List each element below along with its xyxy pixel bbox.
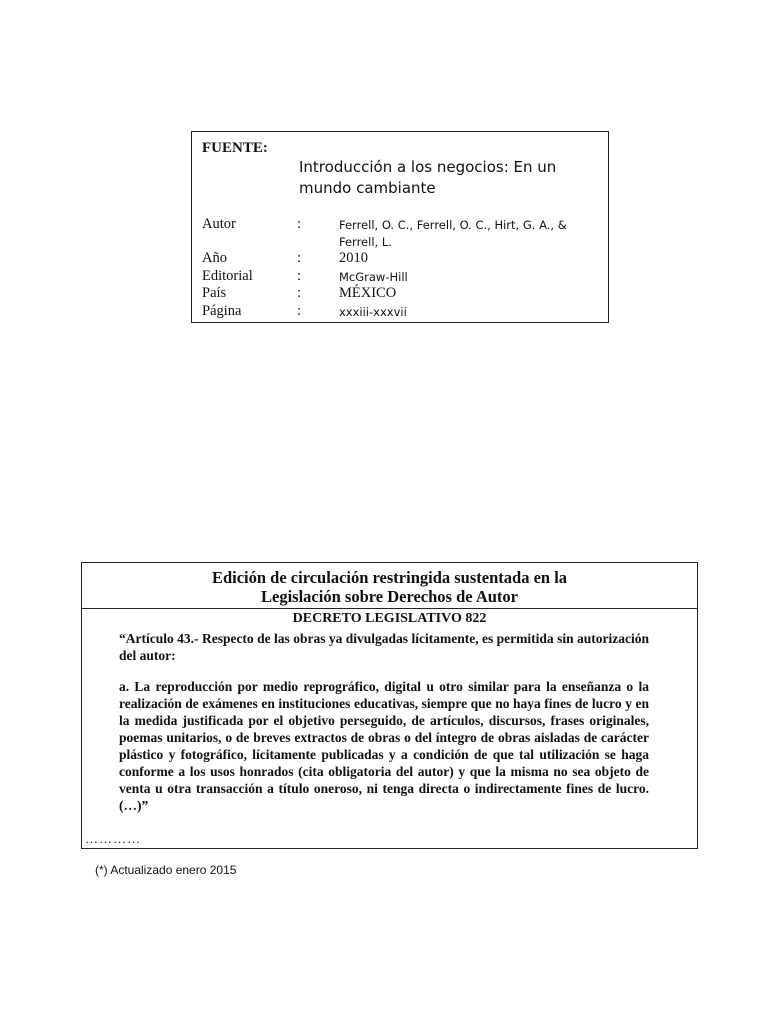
article-body: a. La reproducción por medio reprográfico, digital u otro similar para la enseñanza o la realización de exámenes en instituciones educativas, siempre que no haya fines de lucro y en la medida justificada por el objetivo perseguido, de artículos, discursos, frases originales, poemas unitarios, o de breves extractos de obras o del íntegro de obras aisladas de carácter plástico y fotográfico, lícitamente publicadas y a condición de que tal utilización se haga conforme a los usos honrados (cita obligatoria del autor) y que la misma no sea objeto de venta u otra transacción a título oneroso, ni tenga directa o indirectamente fines de lucro. (…)”: [119, 679, 649, 813]
copyright-notice-box: [81, 562, 698, 849]
author-key: Autor: [202, 216, 236, 232]
notice-heading-line1: Edición de circulación restringida sustentada en la: [211, 568, 568, 587]
source-row-country: [202, 285, 602, 303]
source-row-author: [202, 216, 602, 249]
country-sep: :: [297, 285, 302, 301]
book-title: Introducción a los negocios: En un mundo cambiante: [299, 158, 557, 197]
source-label: FUENTE:: [202, 140, 268, 156]
source-row-publisher: [202, 268, 602, 286]
publisher-key: Editorial: [202, 268, 253, 284]
author-sep: :: [297, 216, 302, 232]
source-row-pages: [202, 303, 602, 321]
notice-heading: [82, 563, 697, 609]
country-key: País: [202, 285, 227, 301]
publisher-value: McGraw-Hill: [339, 270, 408, 284]
source-box: [191, 131, 609, 323]
article-intro: “Artículo 43.- Respecto de las obras ya divulgadas lícitamente, es permitida sin autorización del autor:: [119, 631, 649, 663]
footnote: (*) Actualizado enero 2015: [95, 863, 237, 877]
country-value: MÉXICO: [339, 285, 397, 301]
pages-value: xxxiii-xxxvii: [339, 305, 407, 319]
publisher-sep: :: [297, 268, 302, 284]
author-value: Ferrell, O. C., Ferrell, O. C., Hirt, G. A., & Ferrell, L.: [339, 218, 567, 249]
pages-sep: :: [297, 303, 302, 319]
year-sep: :: [297, 250, 302, 266]
notice-heading-line2: Legislación sobre Derechos de Autor: [261, 587, 518, 606]
pages-key: Página: [202, 303, 242, 319]
year-key: Año: [202, 250, 227, 266]
year-value: 2010: [339, 250, 368, 266]
ellipsis-dots: …………: [85, 831, 141, 846]
decree-title: DECRETO LEGISLATIVO 822: [292, 611, 487, 626]
source-row-year: [202, 250, 602, 268]
